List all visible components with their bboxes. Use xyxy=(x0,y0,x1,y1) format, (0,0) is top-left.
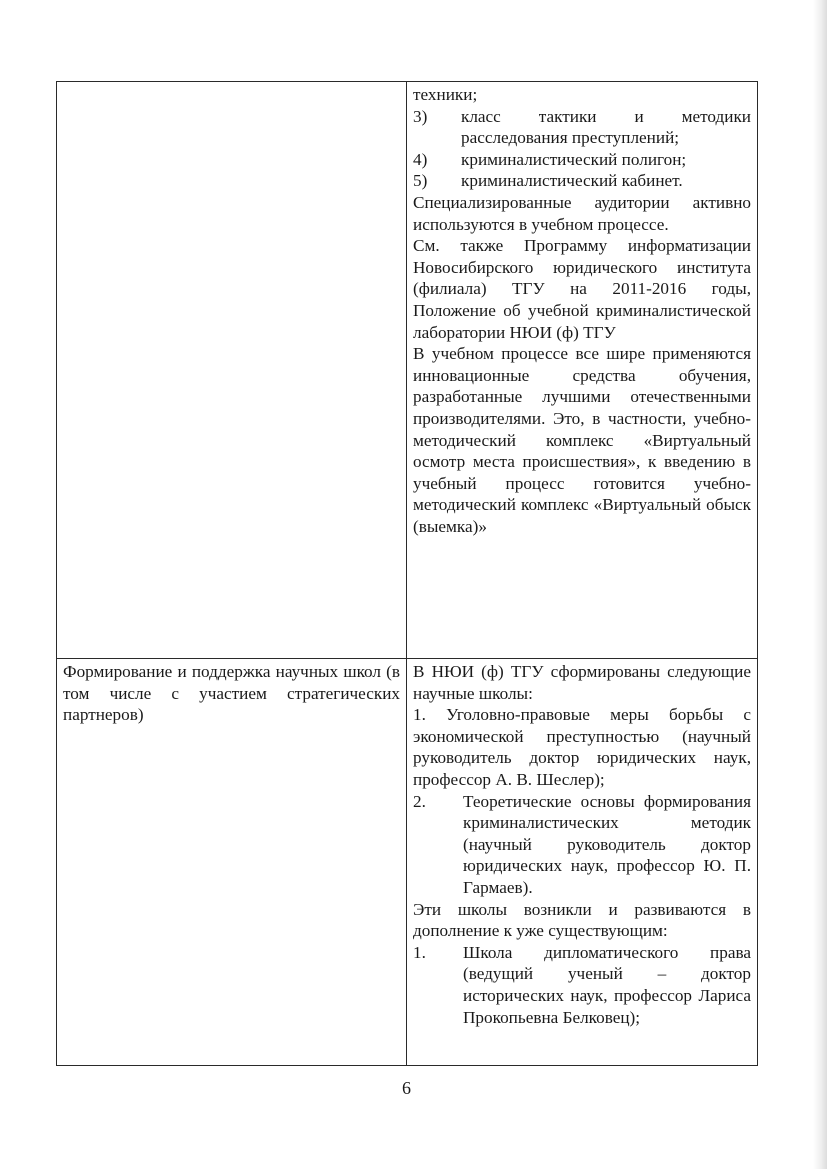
list-item xyxy=(413,704,751,790)
list-item xyxy=(413,149,751,171)
list-item-number: 3) xyxy=(413,106,428,126)
list-item-number: 1. xyxy=(413,942,426,962)
table-row xyxy=(57,659,758,1066)
list-item xyxy=(413,942,751,1028)
list-item-number: 4) xyxy=(413,149,428,169)
list-item-text: класс тактики и методики расследования преступлений; xyxy=(461,106,751,148)
table-cell-left xyxy=(57,659,407,1066)
list-item-number: 2. xyxy=(413,791,426,811)
page-number: 6 xyxy=(402,1078,411,1098)
paragraph: В учебном процессе все шире применяются инновационные средства обучения, разработанные лучшими отечественными производителями. Это, в частности, учебно-методический комплекс «Виртуальный осмотр места происшествия», к введению в учебный процесс готовится учебно-методический комплекс «Виртуальный обыск (выемка)» xyxy=(413,344,751,536)
paragraph: В НЮИ (ф) ТГУ сформированы следующие научные школы: xyxy=(413,662,751,703)
paragraph: Специализированные аудитории активно используются в учебном процессе. xyxy=(413,192,751,234)
table-row xyxy=(57,82,758,659)
criterion-text: Формирование и поддержка научных школ (в том числе с участием стратегических партнеров) xyxy=(63,662,400,725)
paragraph: См. также Программу информатизации Новосибирского юридического института (филиала) ТГУ на 2011-2016 годы, Положение об учебной криминалистической лаборатории НЮИ (ф) ТГУ xyxy=(413,236,751,342)
list-item-number: 1. xyxy=(413,705,426,725)
list-item xyxy=(413,170,751,192)
list-item xyxy=(413,791,751,899)
table-cell-right xyxy=(407,82,758,659)
document-table xyxy=(56,81,758,1066)
list-item-text: криминалистический кабинет. xyxy=(461,171,683,191)
table-cell-left-empty xyxy=(57,82,407,659)
paragraph: Эти школы возникли и развиваются в дополнение к уже существующим: xyxy=(413,899,751,941)
list-item-number: 5) xyxy=(413,171,428,191)
table-cell-right xyxy=(407,659,758,1066)
list-item xyxy=(413,106,751,149)
list-item-text: Теоретические основы формирования криминалистических методик (научный руководитель доктор юридических наук, профессор Ю. П. Гармаев). xyxy=(463,791,751,897)
scan-page-edge xyxy=(813,0,827,1169)
continuation-text: техники; xyxy=(413,85,478,104)
list-item-text: Школа дипломатического права (ведущий ученый – доктор исторических наук, профессор Лариса Прокопьевна Белковец); xyxy=(463,942,751,1027)
list-item-text: криминалистический полигон; xyxy=(461,149,687,169)
list-item-text: Уголовно-правовые меры борьбы с экономической преступностью (научный руководитель доктор юридических наук, профессор А. В. Шеслер); xyxy=(413,705,752,789)
